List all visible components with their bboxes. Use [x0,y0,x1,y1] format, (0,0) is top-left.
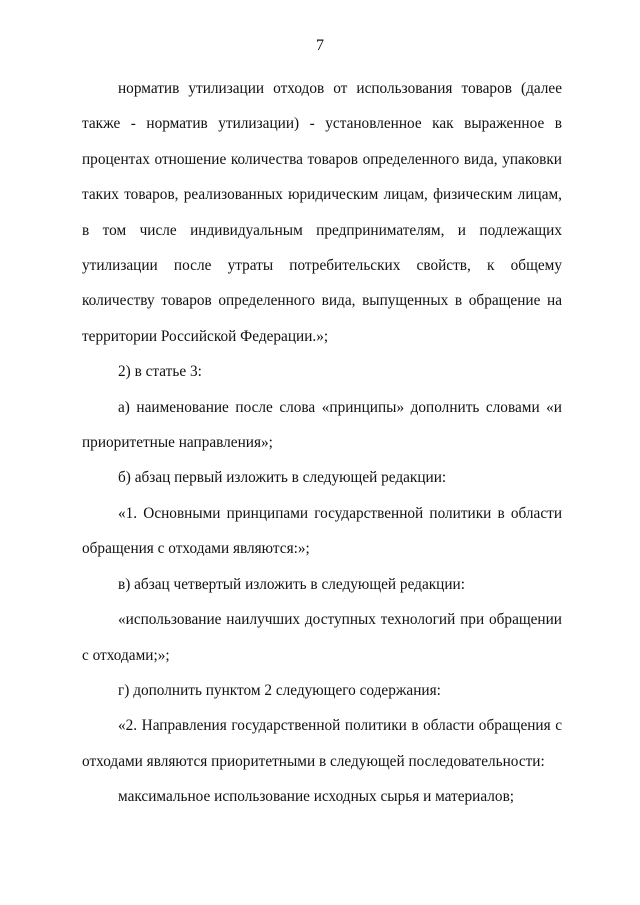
paragraph-8: г) дополнить пунктом 2 следующего содержания: [118,681,441,699]
paragraph-7: «использование наилучших доступных технологий при обращении с отходами;»; [82,611,562,664]
paragraph-4: б) абзац первый изложить в следующей редакции: [118,469,447,487]
paragraph-1: норматив утилизации отходов от использования товаров (далее также - норматив утилизации) - установленное как выраженное в процентах отношение количества товаров определенного вида, упаковки таких товаров, реализованных юридическим лицам, физическим лицам, в том числе индивидуальным предпринимателям, и подлежащих утилизации после утраты потребительских свойств, к общему количеству товаров определенного вида, выпущенных в обращение на территории Российской Федерации.»; [82,80,562,345]
paragraph-6: в) абзац четвертый изложить в следующей редакции: [118,575,465,593]
paragraph-3: а) наименование после слова «принципы» дополнить словами «и приоритетные направления»; [82,398,562,452]
paragraph-9: «2. Направления государственной политики в области обращения с отходами являются приоритетными в следующей последовательности: [82,717,562,770]
page-number: 7 [316,37,324,54]
paragraph-10: максимальное использование исходных сырья и материалов; [118,788,515,806]
paragraph-2: 2) в статье 3: [118,363,202,381]
document-body [82,71,562,815]
paragraph-5: «1. Основными принципами государственной политики в области обращения с отходами являются:»; [82,504,562,558]
